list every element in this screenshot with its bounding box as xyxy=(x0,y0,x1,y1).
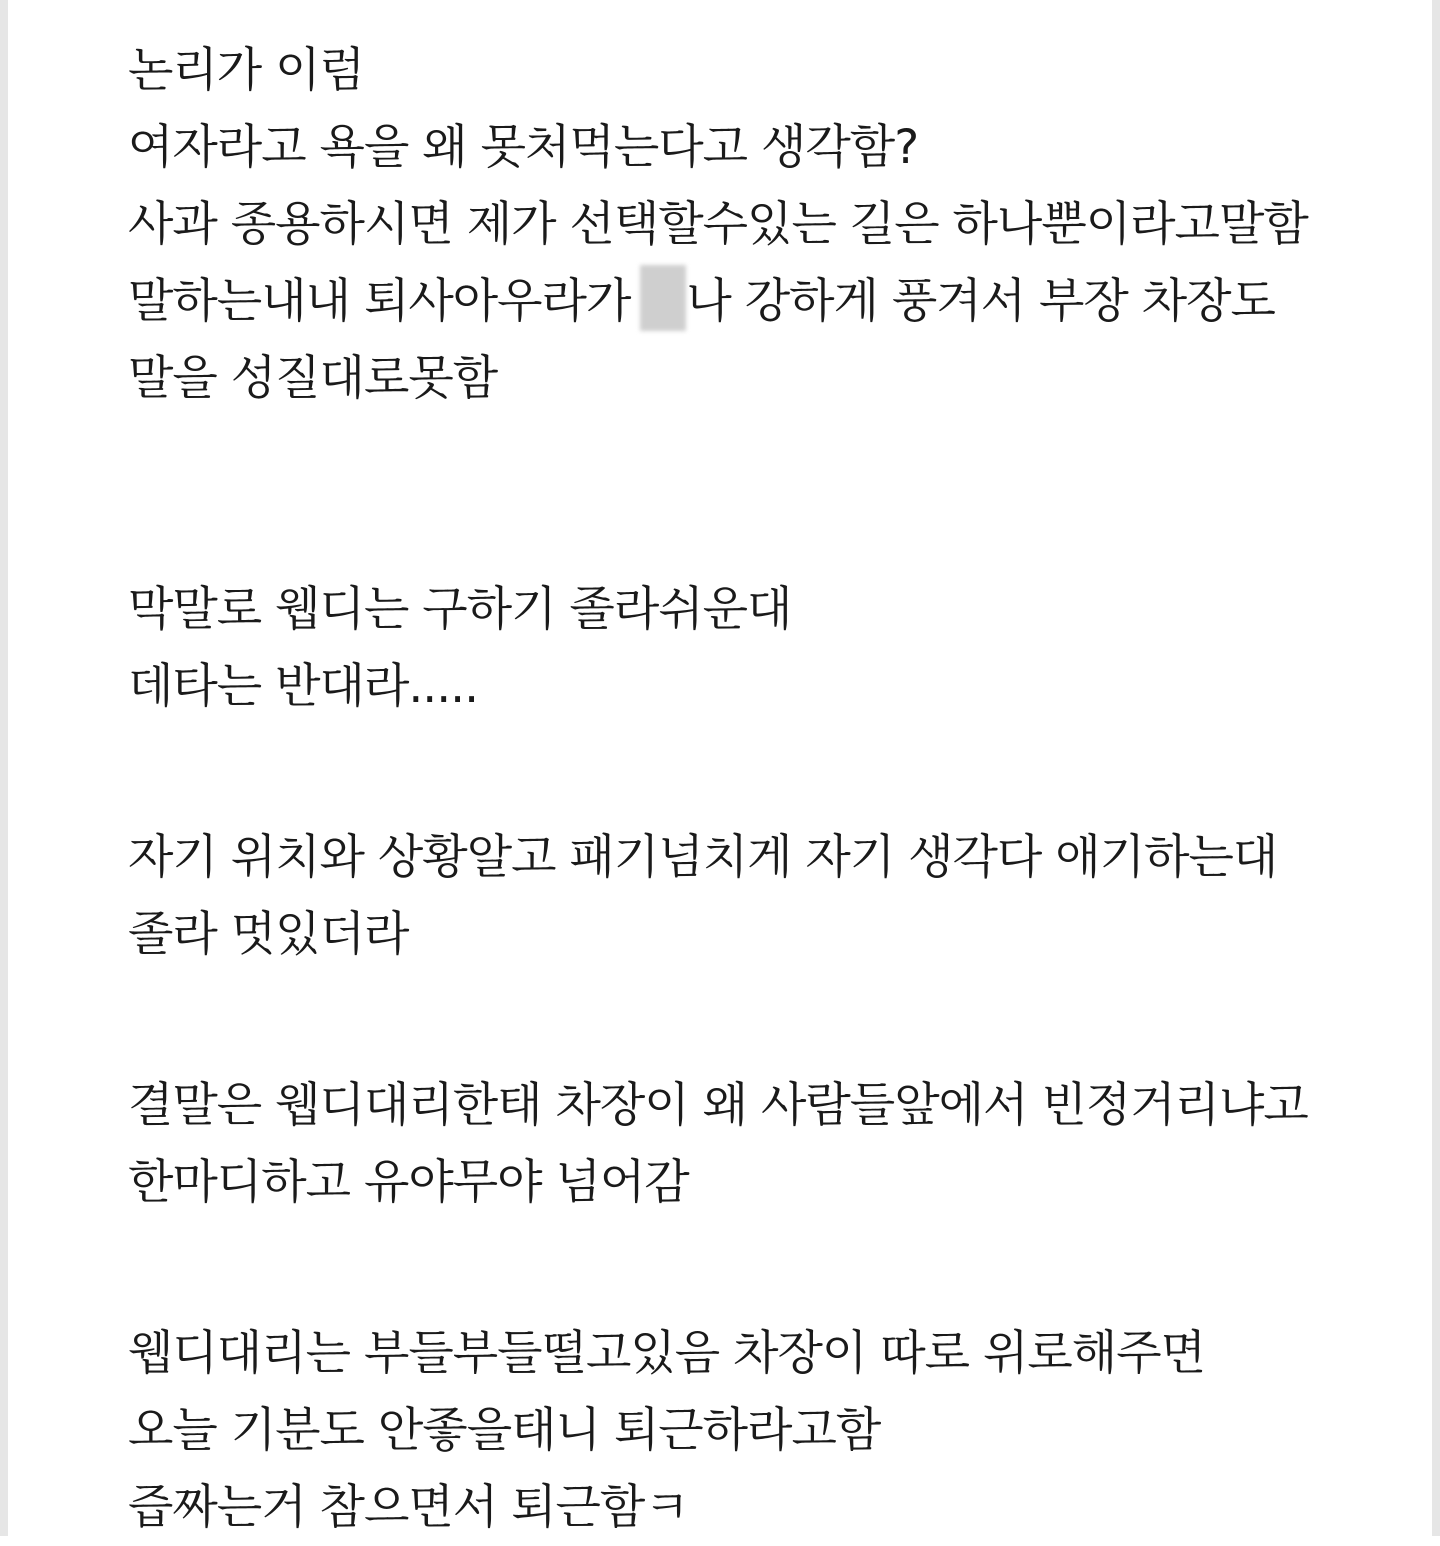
text-line: 자기 위치와 상황알고 패기넘치게 자기 생각다 애기하는대 xyxy=(128,830,1278,885)
text-segment: 말하는내내 퇴사아우라가 xyxy=(128,274,631,329)
text-line: 오늘 기분도 안좋을태니 퇴근하라고함 xyxy=(128,1403,881,1458)
post-body xyxy=(128,32,1388,1546)
text-line: 웹디대리는 부들부들떨고있음 차장이 따로 위로해주면 xyxy=(128,1326,1206,1381)
text-line: 결말은 웹디대리한태 차장이 왜 사람들앞에서 빈정거리냐고 xyxy=(128,1078,1308,1133)
paragraph-2 xyxy=(128,571,1388,725)
censored-word-blur xyxy=(640,265,686,331)
paragraph-3 xyxy=(128,819,1388,973)
text-line: 졸라 멋있더라 xyxy=(128,907,409,962)
text-line: 막말로 웹디는 구하기 졸라쉬운대 xyxy=(128,582,792,637)
text-line: 즙짜는거 참으면서 퇴근함ㅋ xyxy=(128,1480,689,1535)
paragraph-4 xyxy=(128,1067,1388,1221)
text-line: 여자라고 욕을 왜 못처먹는다고 생각함? xyxy=(128,120,919,175)
text-line-with-censor xyxy=(128,263,1388,340)
text-line: 한마디하고 유야무야 넘어감 xyxy=(128,1155,689,1210)
text-line: 사과 종용하시면 제가 선택할수있는 길은 하나뿐이라고말함 xyxy=(128,197,1308,252)
text-segment: 나 강하게 풍겨서 부장 차장도 xyxy=(686,274,1275,329)
paragraph-5 xyxy=(128,1315,1388,1546)
text-line: 말을 성질대로못함 xyxy=(128,351,498,406)
text-line: 데타는 반대라..... xyxy=(128,659,479,714)
paragraph-1 xyxy=(128,32,1388,417)
text-line: 논리가 이럼 xyxy=(128,43,364,98)
